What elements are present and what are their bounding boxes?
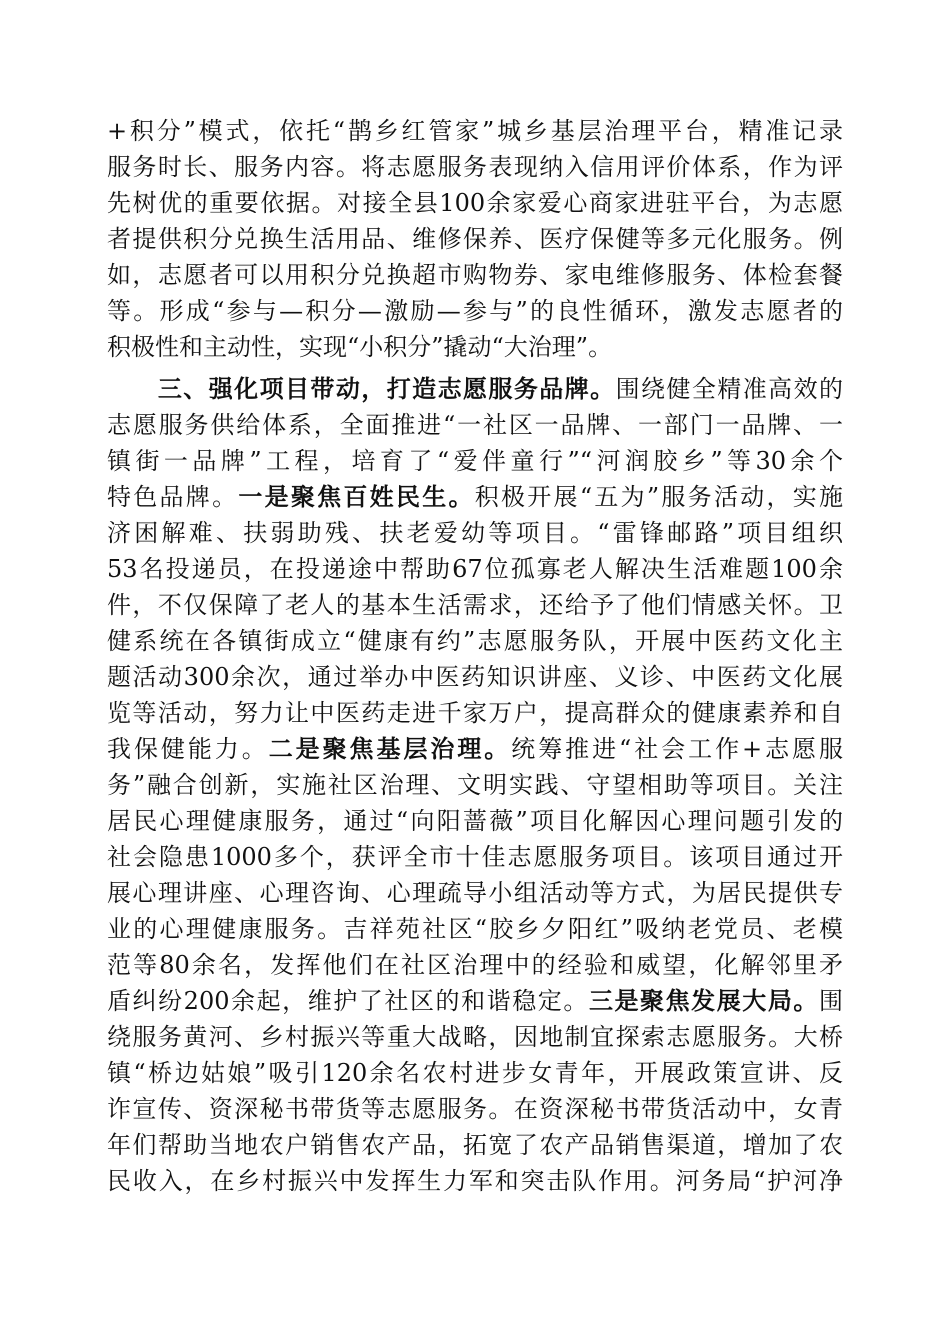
text-line: 范等80余名，发挥他们在社区治理中的经验和威望，化解邻里矛 — [107, 951, 843, 979]
section-heading: 三、强化项目带动，打造志愿服务品牌。 — [157, 374, 616, 403]
paragraph-project-brands — [107, 371, 843, 1199]
text-line: 绕服务黄河、乡村振兴等重大战略，因地制宜探索志愿服务。大桥 — [107, 1023, 843, 1051]
text-line: 诈宣传、资深秘书带货等志愿服务。在资深秘书带货活动中，女青 — [107, 1095, 843, 1123]
text-line: 53名投递员，在投递途中帮助67位孤寡老人解决生活难题100余 — [107, 555, 843, 583]
text-line — [107, 731, 843, 767]
text-line: 健系统在各镇街成立“健康有约”志愿服务队，开展中医药文化主 — [107, 627, 843, 655]
text-line: 者提供积分兑换生活用品、维修保养、医疗保健等多元化服务。例 — [107, 225, 843, 253]
text-line: 件，不仅保障了老人的基本生活需求，还给予了他们情感关怀。卫 — [107, 591, 843, 619]
subheading-livelihood: 一是聚焦百姓民生。 — [238, 482, 475, 511]
text-line: 等。形成“参与—积分—激励—参与”的良性循环，激发志愿者的 — [107, 297, 843, 325]
text-line — [107, 983, 843, 1019]
text-line: 民收入，在乡村振兴中发挥生力军和突击队作用。河务局“护河净 — [107, 1167, 843, 1195]
text-line: 如，志愿者可以用积分兑换超市购物券、家电维修服务、体检套餐 — [107, 261, 843, 289]
text-line: +积分”模式，依托“鹊乡红管家”城乡基层治理平台，精准记录 — [107, 117, 843, 145]
text-line: 居民心理健康服务，通过“向阳蔷薇”项目化解因心理问题引发的 — [107, 807, 843, 835]
text-line: 积极性和主动性，实现“小积分”撬动“大治理”。 — [107, 333, 613, 361]
text-line: 先树优的重要依据。对接全县100余家爱心商家进驻平台，为志愿 — [107, 189, 843, 217]
text-line: 展心理讲座、心理咨询、心理疏导小组活动等方式，为居民提供专 — [107, 879, 843, 907]
text-line: 社会隐患1000多个，获评全市十佳志愿服务项目。该项目通过开 — [107, 843, 843, 871]
text-run: 统筹推进“社会工作+志愿服 — [511, 735, 843, 763]
text-line: 年们帮助当地农户销售农产品，拓宽了农产品销售渠道，增加了农 — [107, 1131, 843, 1159]
text-line — [107, 371, 843, 407]
text-line: 济困解难、扶弱助残、扶老爱幼等项目。“雷锋邮路”项目组织 — [107, 519, 843, 547]
paragraph-credit-system — [107, 113, 843, 365]
text-line: 镇街一品牌”工程，培育了“爱伴童行”“河润胶乡”等30余个 — [107, 447, 843, 475]
text-run: 我保健能力。 — [107, 735, 269, 763]
text-run: 围绕健全精准高效的 — [615, 375, 843, 403]
text-line — [107, 479, 843, 515]
text-line: 务”融合创新，实施社区治理、文明实践、守望相助等项目。关注 — [107, 771, 843, 799]
subheading-development: 三是聚焦发展大局。 — [588, 986, 819, 1015]
text-line: 业的心理健康服务。吉祥苑社区“胶乡夕阳红”吸纳老党员、老模 — [107, 915, 843, 943]
text-run: 盾纠纷200余起，维护了社区的和谐稳定。 — [107, 987, 589, 1015]
text-line: 服务时长、服务内容。将志愿服务表现纳入信用评价体系，作为评 — [107, 153, 843, 181]
text-run: 特色品牌。 — [107, 483, 239, 511]
text-line: 题活动300余次，通过举办中医药知识讲座、义诊、中医药文化展 — [107, 663, 843, 691]
text-run: 围 — [819, 987, 843, 1015]
text-line: 览等活动，努力让中医药走进千家万户，提高群众的健康素养和自 — [107, 699, 843, 727]
text-line: 镇“桥边姑娘”吸引120余名农村进步女青年，开展政策宣讲、反 — [107, 1059, 843, 1087]
text-run: 积极开展“五为”服务活动，实施 — [474, 483, 843, 511]
subheading-grassroots: 二是聚焦基层治理。 — [268, 734, 512, 763]
text-line: 志愿服务供给体系，全面推进“一社区一品牌、一部门一品牌、一 — [107, 411, 843, 439]
